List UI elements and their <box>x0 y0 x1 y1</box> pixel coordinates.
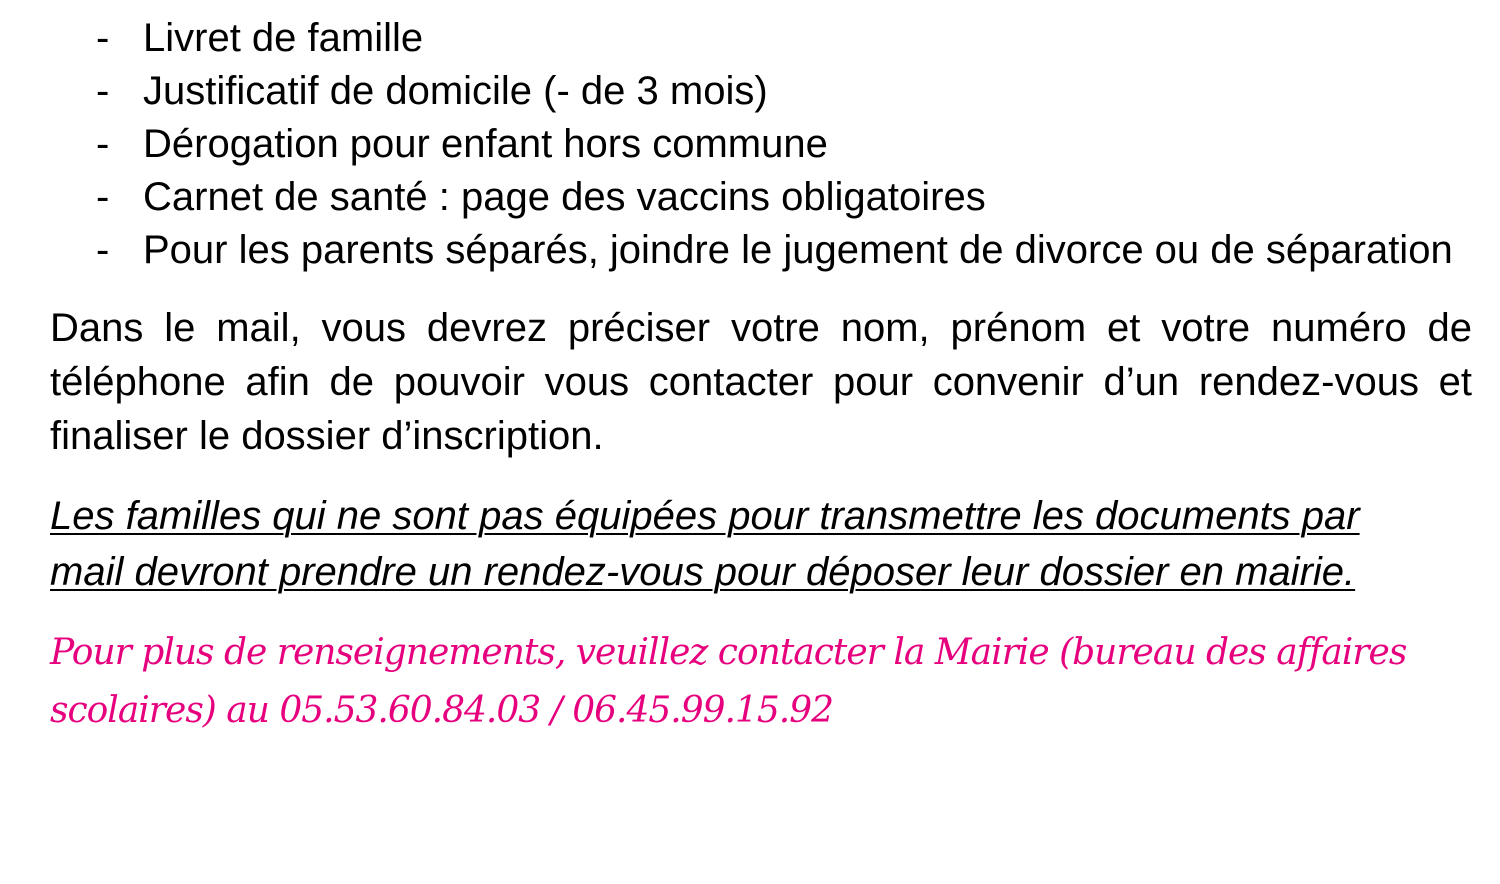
list-item <box>50 118 1472 171</box>
list-item-text: Justificatif de domicile (- de 3 mois) <box>143 69 768 113</box>
appointment-note: Les familles qui ne sont pas équipées pour transmettre les documents par mail devront prendre un rendez-vous pour déposer leur dossier en mairie. <box>50 494 1360 594</box>
list-item-text: Livret de famille <box>143 16 424 60</box>
list-dash: - <box>96 122 110 166</box>
contact-info: Pour plus de renseignements, veuillez contacter la Mairie (bureau des affaires scolaires) au 05.53.60.84.03 / 06.45.99.15.92 <box>50 632 1407 731</box>
list-dash: - <box>96 228 110 272</box>
list-item-text: Pour les parents séparés, joindre le jugement de divorce ou de séparation <box>143 228 1453 272</box>
email-instructions-paragraph: Dans le mail, vous devrez préciser votre nom, prénom et votre numéro de téléphone afin de pouvoir vous contacter pour convenir d’un rendez-vous et finaliser le dossier d’inscription. <box>50 306 1472 458</box>
list-item <box>50 171 1472 224</box>
list-item-text: Dérogation pour enfant hors commune <box>143 122 828 166</box>
list-item <box>50 224 1472 277</box>
document-page <box>50 12 1472 740</box>
list-dash: - <box>96 16 110 60</box>
list-item <box>50 65 1472 118</box>
list-item-text: Carnet de santé : page des vaccins obligatoires <box>143 175 986 219</box>
list-dash: - <box>96 69 110 113</box>
list-item <box>50 12 1472 65</box>
required-documents-list <box>50 12 1472 277</box>
list-dash: - <box>96 175 110 219</box>
